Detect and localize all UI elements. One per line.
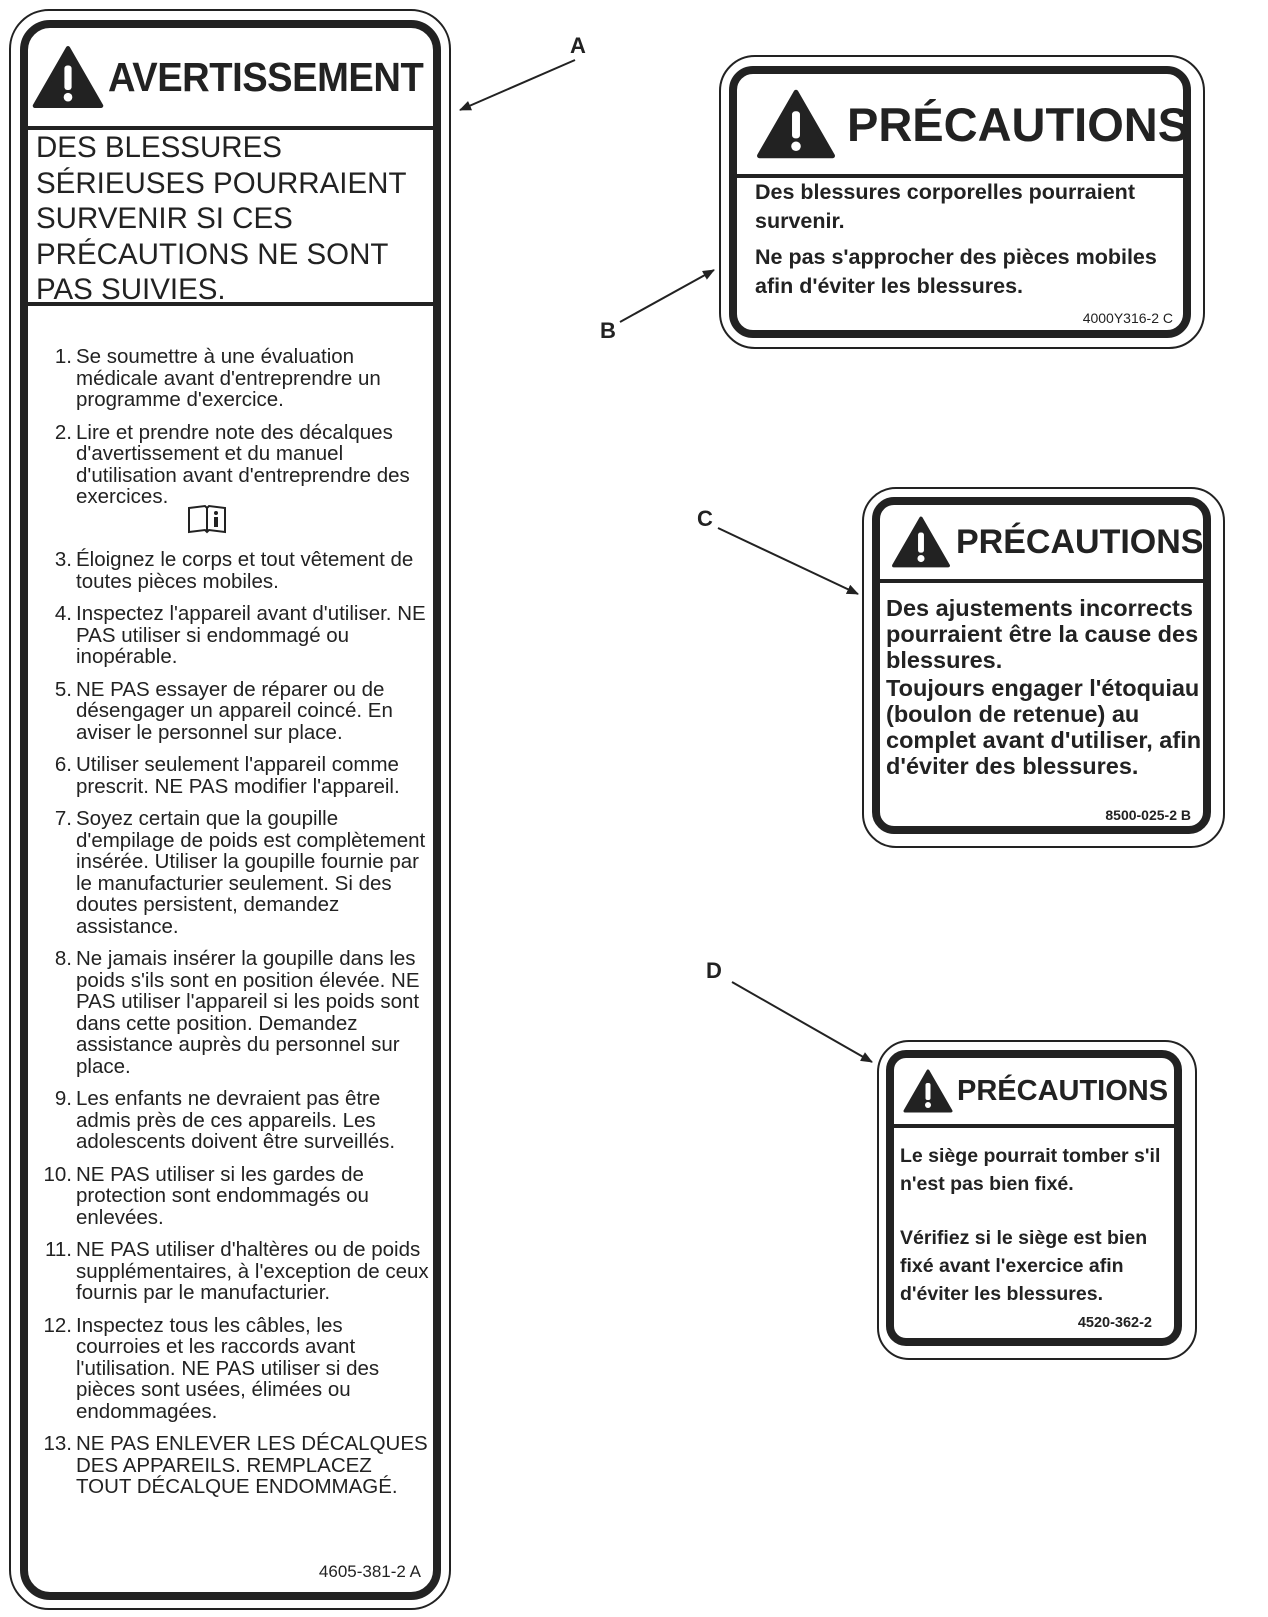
label-d-line2: Vérifiez si le siège est bien fixé avant l'exercice afin d'éviter les blessures. — [900, 1227, 1148, 1305]
label-d-line1: Le siège pourrait tomber s'il n'est pas bien fixé. — [900, 1145, 1161, 1195]
list-item-text: NE PAS ENLEVER LES DÉCALQUES DES APPAREILS. REMPLACEZ TOUT DÉCALQUE ENDOMMAGÉ. — [76, 1432, 428, 1498]
list-item-text: Inspectez tous les câbles, les courroies et les raccords avant l'utilisation. NE PAS utiliser si des pièces sont usées, élimées ou endommagées. — [76, 1313, 380, 1423]
list-item-text: Éloignez le corps et tout vêtement de toutes pièces mobiles. — [76, 548, 414, 593]
callout-b: B — [600, 318, 616, 343]
list-item-number: 2. — [54, 420, 72, 444]
arrow-c — [718, 528, 858, 594]
label-a-list — [36, 346, 429, 1509]
label-c-line1: Des ajustements incorrects pourraient être la cause des blessures. — [886, 595, 1199, 673]
arrow-d — [732, 982, 872, 1062]
list-item — [36, 346, 429, 411]
label-d-code: 4520-362-2 — [1077, 1315, 1152, 1331]
label-b-line1: Des blessures corporelles pourraient survenir. — [755, 180, 1135, 233]
list-item — [36, 948, 429, 1077]
label-b-header — [737, 74, 1190, 178]
list-item-text: Se soumettre à une évaluation médicale avant d'entreprendre un programme d'exercice. — [76, 345, 381, 411]
list-item — [36, 808, 429, 937]
list-item — [36, 422, 429, 539]
list-item-number: 12. — [43, 1313, 72, 1337]
manual-info-icon — [186, 504, 228, 539]
list-item-text: NE PAS essayer de réparer ou de désengager un appareil coincé. En aviser le personnel sur place. — [76, 677, 393, 744]
list-item-number: 6. — [54, 753, 72, 776]
label-d-header — [894, 1058, 1174, 1128]
warning-triangle-icon — [32, 45, 104, 109]
list-item-number: 11. — [45, 1238, 72, 1261]
arrow-a — [460, 60, 575, 110]
warning-triangle-icon — [890, 516, 952, 568]
list-item-number: 4. — [54, 602, 72, 625]
label-c-title: PRÉCAUTIONS — [956, 522, 1204, 561]
list-item-text: Soyez certain que la goupille d'empilage de poids est complètement insérée. Utiliser la goupille fournie par le manufacturier seulement. Si des doutes persistent, demandez assistance. — [76, 807, 426, 938]
label-c-body — [886, 595, 1203, 781]
list-item-number: 9. — [54, 1087, 72, 1110]
label-b-code: 4000Y316-2 C — [1082, 310, 1173, 326]
list-item — [36, 1239, 429, 1304]
list-item-text: NE PAS utiliser si les gardes de protection sont endommagés ou enlevées. — [76, 1162, 369, 1229]
label-b-body — [755, 178, 1175, 308]
list-item-number: 10. — [43, 1162, 72, 1186]
callout-a: A — [570, 33, 586, 58]
list-item-number: 1. — [54, 345, 72, 368]
list-item — [36, 754, 429, 797]
label-d — [886, 1050, 1182, 1346]
list-item-text: Inspectez l'appareil avant d'utiliser. NE PAS utiliser si endommagé ou inopérable. — [76, 602, 426, 668]
list-item-number: 3. — [54, 548, 72, 571]
label-a — [20, 20, 441, 1600]
list-item — [36, 1088, 429, 1153]
list-item — [36, 549, 429, 592]
label-b-title: PRÉCAUTIONS — [847, 97, 1190, 151]
label-a-subtitle: DES BLESSURES SÉRIEUSES POURRAIENT SURVENIR SI CES PRÉCAUTIONS NE SONT PAS SUIVIES. — [28, 126, 433, 306]
list-item — [36, 1164, 429, 1229]
list-item-text: Utiliser seulement l'appareil comme prescrit. NE PAS modifier l'appareil. — [76, 753, 400, 798]
label-a-header — [28, 28, 433, 130]
label-b — [729, 66, 1191, 338]
label-a-title: AVERTISSEMENT — [108, 53, 424, 100]
list-item-number: 7. — [54, 807, 72, 830]
arrow-b — [620, 270, 714, 322]
list-item-text: NE PAS utiliser d'haltères ou de poids supplémentaires, à l'exception de ceux fournis par le manufacturier. — [76, 1238, 429, 1304]
label-c-header — [880, 505, 1203, 583]
callout-d: D — [706, 958, 722, 983]
warning-triangle-icon — [902, 1069, 954, 1113]
warning-triangle-icon — [755, 89, 837, 159]
label-c-code: 8500-025-2 B — [1105, 807, 1191, 823]
list-item-number: 5. — [54, 677, 72, 701]
label-c — [872, 497, 1211, 834]
label-d-body — [900, 1142, 1172, 1334]
label-a-code: 4605-381-2 A — [318, 1562, 421, 1581]
label-c-line2: Toujours engager l'étoquiau (boulon de retenue) au complet avant d'utiliser, afin d'éviter des blessures. — [886, 675, 1202, 779]
label-b-line2: Ne pas s'approcher des pièces mobiles afin d'éviter les blessures. — [755, 245, 1157, 298]
list-item-number: 8. — [54, 947, 72, 970]
label-d-title: PRÉCAUTIONS — [957, 1074, 1169, 1107]
list-item — [36, 603, 429, 668]
list-item-number: 13. — [43, 1432, 72, 1455]
list-item-text: Lire et prendre note des décalques d'avertissement et du manuel d'utilisation avant d'entreprendre des exercices. — [76, 420, 410, 508]
list-item-text: Ne jamais insérer la goupille dans les poids s'ils sont en position élevée. NE PAS utiliser l'appareil si les poids sont dans cette position. Demandez assistance auprès du personnel sur place. — [76, 947, 420, 1078]
list-item — [36, 679, 429, 744]
list-item — [36, 1315, 429, 1423]
callout-c: C — [697, 506, 713, 531]
list-item — [36, 1433, 429, 1498]
list-item-text: Les enfants ne devraient pas être admis près de ces appareils. Les adolescents doivent être surveillés. — [76, 1087, 396, 1153]
